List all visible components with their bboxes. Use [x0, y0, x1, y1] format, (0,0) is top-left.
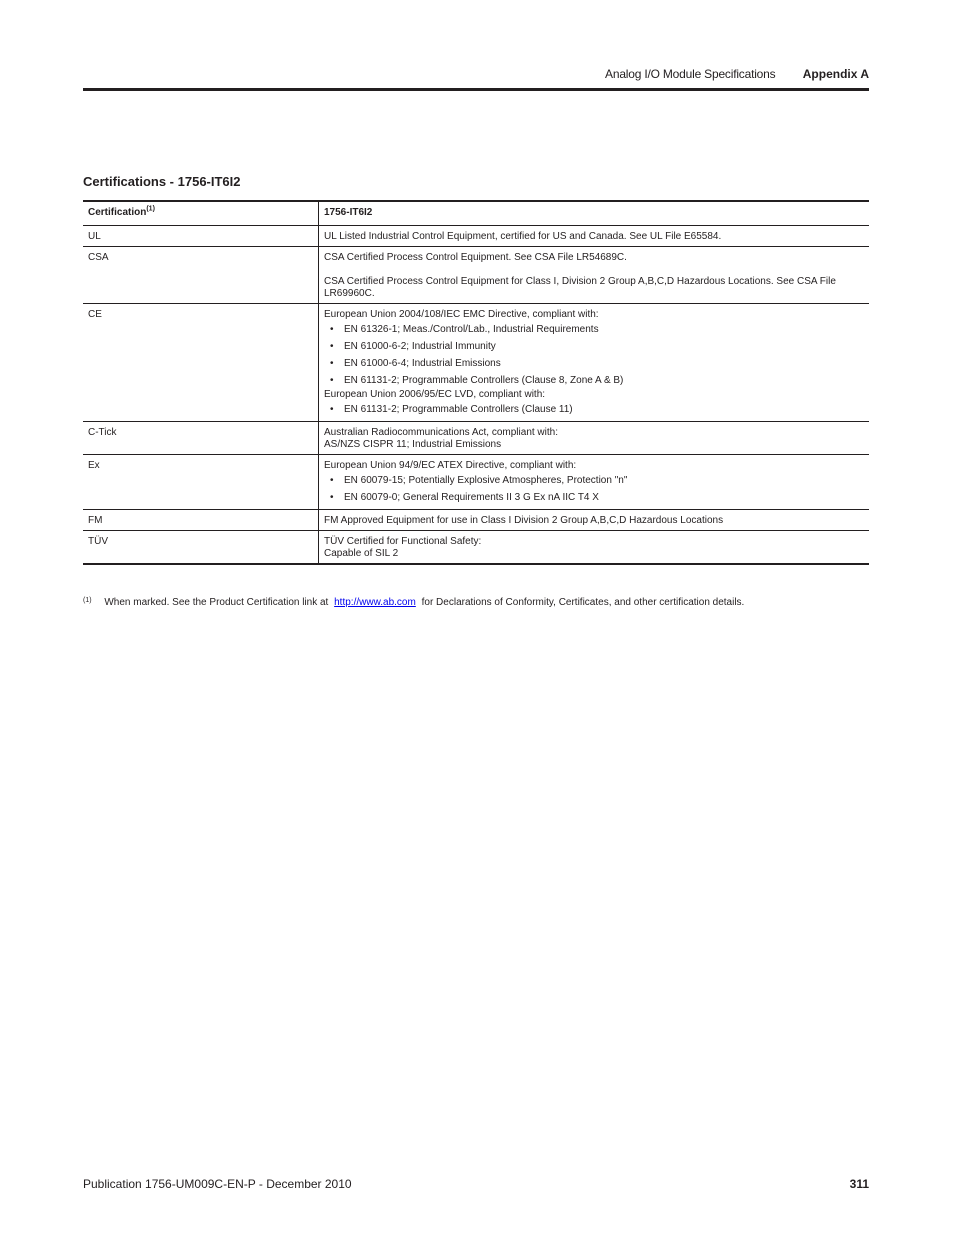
- standards-list: [324, 401, 864, 418]
- list-item-text: EN 61326-1; Meas./Control/Lab., Industrial Requirements: [344, 324, 599, 335]
- footnote-text-after: for Declarations of Conformity, Certificates, and other certification details.: [421, 597, 745, 608]
- table-row: [83, 422, 869, 455]
- cert-text: AS/NZS CISPR 11; Industrial Emissions: [324, 439, 502, 450]
- cert-text: Australian Radiocommunications Act, compliant with:: [324, 427, 558, 438]
- table-row: [83, 304, 869, 422]
- certifications-table: [83, 200, 869, 565]
- cert-name: CSA: [83, 247, 319, 304]
- header-section-title: Analog I/O Module Specifications: [605, 67, 776, 81]
- column-header-certification: [83, 201, 319, 226]
- bullet-icon: •: [330, 475, 334, 486]
- cert-text: European Union 2004/108/IEC EMC Directive, compliant with:: [324, 309, 599, 320]
- page-header: [83, 66, 869, 82]
- cert-text: Capable of SIL 2: [324, 548, 399, 559]
- list-item: [330, 321, 864, 338]
- list-item-text: EN 61131-2; Programmable Controllers (Clause 11): [344, 404, 573, 415]
- cert-text: TÜV Certified for Functional Safety:: [324, 536, 482, 547]
- bullet-icon: •: [330, 324, 334, 335]
- header-appendix-label: Appendix A: [802, 67, 869, 81]
- cert-text: UL Listed Industrial Control Equipment, certified for US and Canada. See UL File E65584.: [324, 231, 722, 242]
- list-item: [330, 401, 864, 418]
- cert-text: European Union 94/9/EC ATEX Directive, compliant with:: [324, 460, 577, 471]
- cert-description: [319, 247, 870, 304]
- list-item-text: EN 61000-6-2; Industrial Immunity: [344, 341, 496, 352]
- cert-text: CSA Certified Process Control Equipment. See CSA File LR54689C.: [324, 252, 627, 263]
- cert-description: [319, 422, 870, 455]
- table-row: [83, 226, 869, 247]
- list-item: [330, 472, 864, 489]
- table-row: [83, 510, 869, 531]
- footnote-reference: (1): [146, 205, 155, 213]
- column-header-module: 1756-IT6I2: [319, 201, 870, 226]
- footnote-mark: (1): [83, 597, 92, 604]
- table-row: [83, 455, 869, 510]
- list-item: [330, 489, 864, 506]
- table-title: Certifications - 1756-IT6I2: [83, 174, 241, 189]
- list-item-text: EN 60079-0; General Requirements II 3 G Ex nA IIC T4 X: [344, 492, 599, 503]
- cert-text: FM Approved Equipment for use in Class I Division 2 Group A,B,C,D Hazardous Locations: [324, 515, 724, 526]
- cert-description: [319, 304, 870, 422]
- cert-description: [319, 226, 870, 247]
- bullet-icon: •: [330, 404, 334, 415]
- standards-list: [324, 321, 864, 389]
- cert-name: UL: [83, 226, 319, 247]
- cert-name: CE: [83, 304, 319, 422]
- table-footnote: [83, 596, 744, 610]
- table-header-row: [83, 201, 869, 226]
- cert-name: FM: [83, 510, 319, 531]
- column-header-label: Certification: [88, 207, 147, 218]
- list-item-text: EN 61131-2; Programmable Controllers (Clause 8, Zone A & B): [344, 375, 624, 386]
- cert-name: TÜV: [83, 531, 319, 565]
- cert-description: [319, 455, 870, 510]
- publication-info: Publication 1756-UM009C-EN-P - December 2010: [83, 1177, 352, 1191]
- cert-name: C-Tick: [83, 422, 319, 455]
- standards-list: [324, 472, 864, 506]
- cert-text: European Union 2006/95/EC LVD, compliant with:: [324, 389, 546, 400]
- list-item: [330, 372, 864, 389]
- page-number: 311: [849, 1177, 869, 1191]
- ab-website-link[interactable]: http://www.ab.com: [334, 597, 416, 608]
- bullet-icon: •: [330, 492, 334, 503]
- table-row: [83, 247, 869, 304]
- bullet-icon: •: [330, 358, 334, 369]
- list-item: [330, 355, 864, 372]
- cert-description: [319, 531, 870, 565]
- list-item-text: EN 60079-15; Potentially Explosive Atmospheres, Protection "n": [344, 475, 628, 486]
- table-row: [83, 531, 869, 565]
- cert-description: [319, 510, 870, 531]
- cert-name: Ex: [83, 455, 319, 510]
- cert-text: CSA Certified Process Control Equipment for Class I, Division 2 Group A,B,C,D Hazardous Locations. See CSA File LR69960C.: [324, 276, 836, 299]
- bullet-icon: •: [330, 375, 334, 386]
- footnote-text-before: When marked. See the Product Certification link at: [104, 597, 329, 608]
- header-rule: [83, 88, 869, 91]
- page-footer: [83, 1176, 869, 1192]
- list-item: [330, 338, 864, 355]
- list-item-text: EN 61000-6-4; Industrial Emissions: [344, 358, 501, 369]
- bullet-icon: •: [330, 341, 334, 352]
